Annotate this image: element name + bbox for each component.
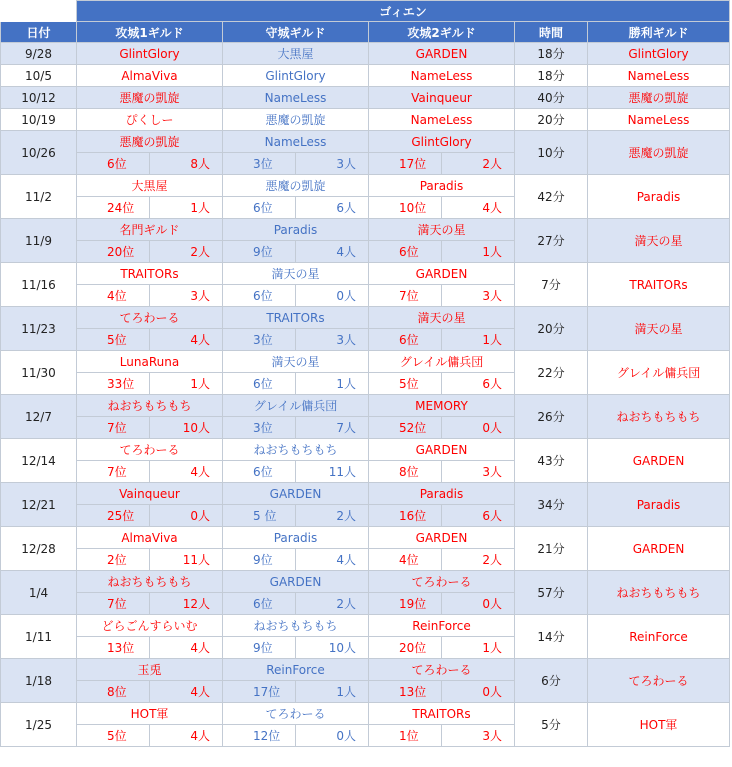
attacker-1-count: 8人 — [150, 153, 223, 175]
attacker-1-rank: 8位 — [77, 681, 150, 703]
table-row — [1, 571, 730, 593]
winner-guild: GARDEN — [588, 527, 730, 571]
winner-guild: HOT軍 — [588, 703, 730, 747]
defender-count: 3人 — [296, 153, 369, 175]
date-cell: 10/19 — [1, 109, 77, 131]
attacker-2-rank: 16位 — [369, 505, 442, 527]
table-row — [1, 263, 730, 285]
table-row — [1, 439, 730, 461]
attacker-2-rank: 6位 — [369, 241, 442, 263]
attacker-1-rank: 5位 — [77, 329, 150, 351]
defender-count: 6人 — [296, 197, 369, 219]
date-cell: 1/11 — [1, 615, 77, 659]
attacker-2-guild: ReinForce — [369, 615, 515, 637]
attacker-2-rank: 5位 — [369, 373, 442, 395]
table-title: ゴィエン — [77, 1, 730, 22]
attacker-2-count: 1人 — [442, 637, 515, 659]
winner-guild: てろわーる — [588, 659, 730, 703]
winner-guild: グレイル傭兵団 — [588, 351, 730, 395]
time-cell: 40分 — [515, 87, 588, 109]
attacker-1-count: 1人 — [150, 373, 223, 395]
attacker-1-guild: TRAITORs — [77, 263, 223, 285]
table-row — [1, 615, 730, 637]
defender-guild: ねおちもちもち — [223, 439, 369, 461]
defender-rank: 6位 — [223, 593, 296, 615]
table-row — [1, 527, 730, 549]
header-attacker-1: 攻城1ギルド — [77, 22, 223, 43]
attacker-1-guild: ぴくしー — [77, 109, 223, 131]
attacker-2-count: 2人 — [442, 549, 515, 571]
attacker-1-guild: どらごんすらいむ — [77, 615, 223, 637]
attacker-1-count: 3人 — [150, 285, 223, 307]
winner-guild: NameLess — [588, 65, 730, 87]
attacker-2-guild: MEMORY — [369, 395, 515, 417]
attacker-1-count: 12人 — [150, 593, 223, 615]
attacker-2-count: 3人 — [442, 461, 515, 483]
attacker-2-rank: 52位 — [369, 417, 442, 439]
defender-count: 0人 — [296, 725, 369, 747]
attacker-1-count: 4人 — [150, 329, 223, 351]
date-cell: 11/23 — [1, 307, 77, 351]
attacker-1-guild: 悪魔の凱旋 — [77, 87, 223, 109]
defender-count: 1人 — [296, 373, 369, 395]
winner-guild: ねおちもちもち — [588, 395, 730, 439]
table-row — [1, 65, 730, 87]
date-cell: 1/4 — [1, 571, 77, 615]
attacker-1-guild: GlintGlory — [77, 43, 223, 65]
attacker-2-guild: Paradis — [369, 483, 515, 505]
defender-rank: 17位 — [223, 681, 296, 703]
attacker-2-guild: てろわーる — [369, 571, 515, 593]
date-cell: 12/28 — [1, 527, 77, 571]
time-cell: 7分 — [515, 263, 588, 307]
defender-count: 10人 — [296, 637, 369, 659]
attacker-2-count: 1人 — [442, 329, 515, 351]
header-winner: 勝利ギルド — [588, 22, 730, 43]
attacker-2-rank: 10位 — [369, 197, 442, 219]
attacker-2-count: 0人 — [442, 417, 515, 439]
column-header-row — [1, 22, 730, 43]
time-cell: 43分 — [515, 439, 588, 483]
table-row — [1, 109, 730, 131]
time-cell: 27分 — [515, 219, 588, 263]
table-row — [1, 395, 730, 417]
attacker-1-count: 2人 — [150, 241, 223, 263]
defender-rank: 6位 — [223, 461, 296, 483]
attacker-2-guild: Vainqueur — [369, 87, 515, 109]
time-cell: 18分 — [515, 43, 588, 65]
attacker-2-guild: Paradis — [369, 175, 515, 197]
winner-guild: 悪魔の凱旋 — [588, 87, 730, 109]
date-cell: 9/28 — [1, 43, 77, 65]
defender-count: 0人 — [296, 285, 369, 307]
defender-guild: NameLess — [223, 87, 369, 109]
attacker-2-count: 0人 — [442, 681, 515, 703]
defender-count: 4人 — [296, 549, 369, 571]
attacker-2-rank: 17位 — [369, 153, 442, 175]
defender-guild: GARDEN — [223, 483, 369, 505]
attacker-1-rank: 25位 — [77, 505, 150, 527]
winner-guild: TRAITORs — [588, 263, 730, 307]
table-row — [1, 131, 730, 153]
attacker-1-rank: 24位 — [77, 197, 150, 219]
attacker-2-guild: グレイル傭兵団 — [369, 351, 515, 373]
date-cell: 12/7 — [1, 395, 77, 439]
defender-guild: GARDEN — [223, 571, 369, 593]
time-cell: 26分 — [515, 395, 588, 439]
attacker-2-rank: 13位 — [369, 681, 442, 703]
attacker-2-guild: てろわーる — [369, 659, 515, 681]
attacker-1-count: 1人 — [150, 197, 223, 219]
time-cell: 14分 — [515, 615, 588, 659]
attacker-1-count: 4人 — [150, 637, 223, 659]
attacker-1-count: 0人 — [150, 505, 223, 527]
winner-guild: Paradis — [588, 483, 730, 527]
attacker-2-guild: GlintGlory — [369, 131, 515, 153]
attacker-2-guild: GARDEN — [369, 43, 515, 65]
defender-rank: 9位 — [223, 637, 296, 659]
attacker-1-guild: てろわーる — [77, 307, 223, 329]
defender-rank: 12位 — [223, 725, 296, 747]
defender-count: 11人 — [296, 461, 369, 483]
winner-guild: ReinForce — [588, 615, 730, 659]
attacker-1-count: 4人 — [150, 681, 223, 703]
winner-guild: GlintGlory — [588, 43, 730, 65]
attacker-2-rank: 1位 — [369, 725, 442, 747]
attacker-1-rank: 20位 — [77, 241, 150, 263]
defender-rank: 3位 — [223, 153, 296, 175]
attacker-2-count: 2人 — [442, 153, 515, 175]
time-cell: 20分 — [515, 307, 588, 351]
winner-guild: GARDEN — [588, 439, 730, 483]
defender-rank: 5 位 — [223, 505, 296, 527]
defender-guild: ねおちもちもち — [223, 615, 369, 637]
attacker-2-rank: 4位 — [369, 549, 442, 571]
time-cell: 21分 — [515, 527, 588, 571]
winner-guild: Paradis — [588, 175, 730, 219]
attacker-2-guild: GARDEN — [369, 263, 515, 285]
defender-guild: 悪魔の凱旋 — [223, 109, 369, 131]
defender-guild: GlintGlory — [223, 65, 369, 87]
table-row — [1, 219, 730, 241]
header-attacker-2: 攻城2ギルド — [369, 22, 515, 43]
header-time: 時間 — [515, 22, 588, 43]
attacker-1-guild: AlmaViva — [77, 65, 223, 87]
attacker-1-rank: 6位 — [77, 153, 150, 175]
time-cell: 22分 — [515, 351, 588, 395]
defender-guild: ReinForce — [223, 659, 369, 681]
attacker-2-guild: NameLess — [369, 109, 515, 131]
date-cell: 10/12 — [1, 87, 77, 109]
attacker-2-guild: 満天の星 — [369, 307, 515, 329]
date-cell: 11/9 — [1, 219, 77, 263]
attacker-2-guild: GARDEN — [369, 439, 515, 461]
table-row — [1, 351, 730, 373]
attacker-1-guild: ねおちもちもち — [77, 571, 223, 593]
date-cell: 10/26 — [1, 131, 77, 175]
time-cell: 10分 — [515, 131, 588, 175]
attacker-2-count: 3人 — [442, 285, 515, 307]
defender-rank: 3位 — [223, 417, 296, 439]
attacker-2-rank: 19位 — [369, 593, 442, 615]
table-row — [1, 175, 730, 197]
defender-guild: 悪魔の凱旋 — [223, 175, 369, 197]
attacker-1-count: 11人 — [150, 549, 223, 571]
table-row — [1, 703, 730, 725]
defender-guild: Paradis — [223, 219, 369, 241]
attacker-2-count: 3人 — [442, 725, 515, 747]
defender-guild: Paradis — [223, 527, 369, 549]
title-row — [1, 1, 730, 22]
time-cell: 18分 — [515, 65, 588, 87]
defender-count: 3人 — [296, 329, 369, 351]
attacker-1-count: 4人 — [150, 725, 223, 747]
time-cell: 5分 — [515, 703, 588, 747]
winner-guild: NameLess — [588, 109, 730, 131]
table-row — [1, 659, 730, 681]
attacker-1-guild: LunaRuna — [77, 351, 223, 373]
attacker-1-rank: 4位 — [77, 285, 150, 307]
attacker-1-guild: 玉兎 — [77, 659, 223, 681]
defender-rank: 9位 — [223, 241, 296, 263]
time-cell: 20分 — [515, 109, 588, 131]
attacker-1-count: 10人 — [150, 417, 223, 439]
date-cell: 12/21 — [1, 483, 77, 527]
attacker-1-rank: 7位 — [77, 461, 150, 483]
winner-guild: 満天の星 — [588, 307, 730, 351]
defender-count: 1人 — [296, 681, 369, 703]
attacker-2-guild: GARDEN — [369, 527, 515, 549]
date-cell: 11/2 — [1, 175, 77, 219]
attacker-2-count: 0人 — [442, 593, 515, 615]
title-spacer — [1, 1, 77, 22]
table-row — [1, 483, 730, 505]
attacker-1-rank: 2位 — [77, 549, 150, 571]
attacker-1-guild: 名門ギルド — [77, 219, 223, 241]
attacker-2-count: 4人 — [442, 197, 515, 219]
defender-guild: てろわーる — [223, 703, 369, 725]
attacker-1-guild: Vainqueur — [77, 483, 223, 505]
defender-count: 2人 — [296, 593, 369, 615]
defender-count: 2人 — [296, 505, 369, 527]
defender-rank: 3位 — [223, 329, 296, 351]
attacker-2-rank: 20位 — [369, 637, 442, 659]
time-cell: 57分 — [515, 571, 588, 615]
attacker-2-rank: 6位 — [369, 329, 442, 351]
defender-guild: NameLess — [223, 131, 369, 153]
defender-guild: 満天の星 — [223, 263, 369, 285]
table-row — [1, 307, 730, 329]
attacker-1-rank: 33位 — [77, 373, 150, 395]
header-date: 日付 — [1, 22, 77, 43]
defender-rank: 6位 — [223, 197, 296, 219]
defender-guild: 満天の星 — [223, 351, 369, 373]
attacker-1-rank: 7位 — [77, 417, 150, 439]
attacker-2-count: 6人 — [442, 505, 515, 527]
attacker-2-count: 6人 — [442, 373, 515, 395]
defender-guild: TRAITORs — [223, 307, 369, 329]
attacker-1-guild: 大黒屋 — [77, 175, 223, 197]
time-cell: 34分 — [515, 483, 588, 527]
attacker-2-guild: TRAITORs — [369, 703, 515, 725]
attacker-1-guild: AlmaViva — [77, 527, 223, 549]
defender-rank: 9位 — [223, 549, 296, 571]
attacker-1-count: 4人 — [150, 461, 223, 483]
date-cell: 10/5 — [1, 65, 77, 87]
attacker-2-rank: 8位 — [369, 461, 442, 483]
attacker-1-rank: 7位 — [77, 593, 150, 615]
winner-guild: 悪魔の凱旋 — [588, 131, 730, 175]
date-cell: 1/18 — [1, 659, 77, 703]
attacker-1-rank: 5位 — [77, 725, 150, 747]
defender-count: 7人 — [296, 417, 369, 439]
date-cell: 11/16 — [1, 263, 77, 307]
attacker-1-guild: 悪魔の凱旋 — [77, 131, 223, 153]
table-row — [1, 43, 730, 65]
date-cell: 1/25 — [1, 703, 77, 747]
attacker-1-guild: HOT軍 — [77, 703, 223, 725]
defender-rank: 6位 — [223, 285, 296, 307]
attacker-2-guild: 満天の星 — [369, 219, 515, 241]
winner-guild: 満天の星 — [588, 219, 730, 263]
time-cell: 6分 — [515, 659, 588, 703]
table-row — [1, 87, 730, 109]
attacker-2-rank: 7位 — [369, 285, 442, 307]
date-cell: 12/14 — [1, 439, 77, 483]
defender-guild: 大黒屋 — [223, 43, 369, 65]
attacker-1-guild: ねおちもちもち — [77, 395, 223, 417]
header-defender: 守城ギルド — [223, 22, 369, 43]
defender-guild: グレイル傭兵団 — [223, 395, 369, 417]
defender-count: 4人 — [296, 241, 369, 263]
defender-rank: 6位 — [223, 373, 296, 395]
date-cell: 11/30 — [1, 351, 77, 395]
attacker-1-rank: 13位 — [77, 637, 150, 659]
attacker-1-guild: てろわーる — [77, 439, 223, 461]
winner-guild: ねおちもちもち — [588, 571, 730, 615]
time-cell: 42分 — [515, 175, 588, 219]
attacker-2-count: 1人 — [442, 241, 515, 263]
attacker-2-guild: NameLess — [369, 65, 515, 87]
